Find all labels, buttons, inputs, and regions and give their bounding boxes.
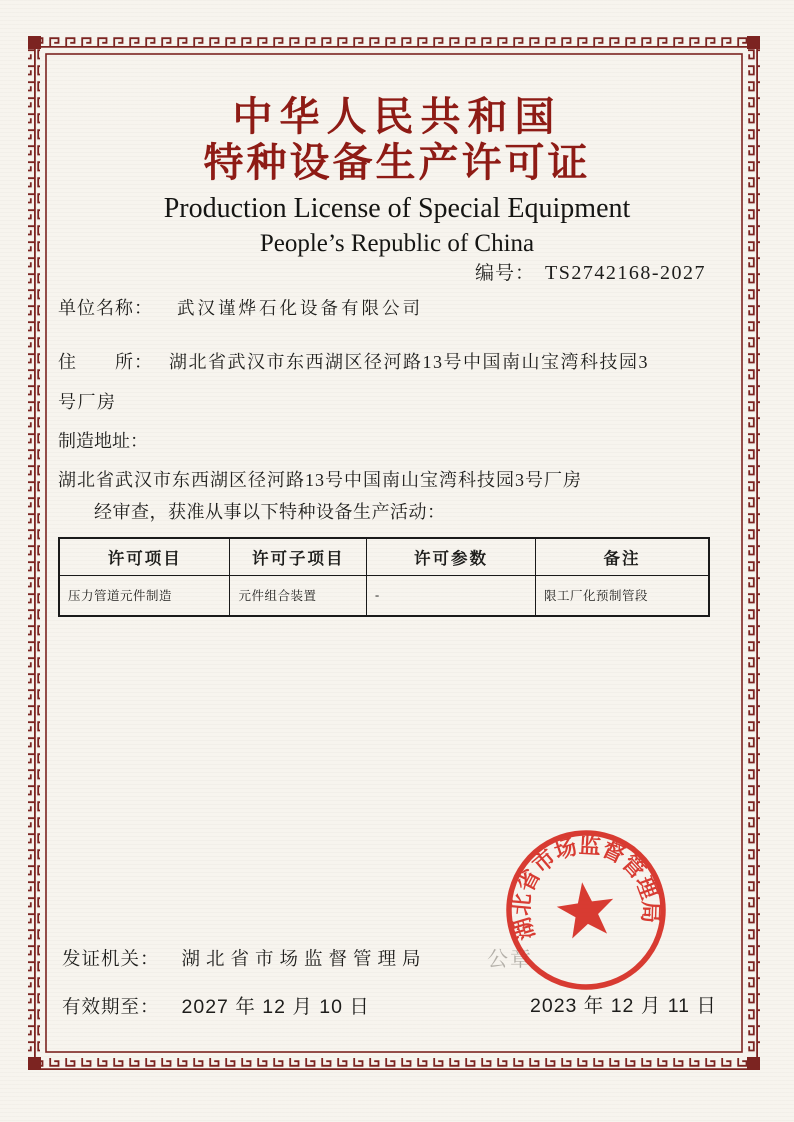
permit-table — [58, 537, 710, 617]
issuing-authority-label: 发证机关： — [62, 950, 160, 970]
residence-value-line2: 号厂房 — [58, 392, 117, 412]
company-name-value: 武汉谨烨石化设备有限公司 — [177, 298, 423, 318]
column-header-permit-item: 许可项目 — [59, 538, 230, 575]
seal-watermark-text: 公章 — [487, 947, 533, 971]
title-en-line1: Production License of Special Equipment — [163, 193, 631, 224]
issuing-authority-value: 湖北省市场监督管理局 — [181, 950, 427, 970]
manufacturing-address-label: 制造地址： — [58, 431, 148, 451]
column-header-permit-parameter: 许可参数 — [366, 538, 535, 575]
issuing-authority-row — [62, 948, 427, 972]
cell-permit-subitem: 元件组合装置 — [230, 575, 367, 616]
title-cn-line2: 特种设备生产许可证 — [203, 141, 591, 185]
cell-permit-parameter: - — [366, 575, 535, 616]
permit-table-header-row — [59, 538, 709, 575]
company-name-row — [58, 296, 423, 320]
residence-label: 住 所： — [58, 352, 153, 372]
manufacturing-address-value: 湖北省武汉市东西湖区径河路13号中国南山宝湾科技园3号厂房 — [58, 470, 582, 490]
seal-text: 湖北省市场监督管理局 — [508, 832, 664, 943]
residence-value-line1: 湖北省武汉市东西湖区径河路13号中国南山宝湾科技园3 — [169, 352, 649, 372]
official-seal-stamp — [474, 798, 698, 1022]
company-name-label: 单位名称： — [58, 298, 153, 318]
column-header-remarks: 备注 — [535, 538, 709, 575]
residence-row — [58, 350, 649, 374]
star-icon — [554, 878, 618, 940]
cell-permit-item: 压力管道元件制造 — [59, 575, 230, 616]
approval-statement: 经审查，获准从事以下特种设备生产活动： — [94, 502, 446, 522]
issue-date: 2023 年 12 月 11 日 — [530, 995, 717, 1017]
valid-until-row — [62, 995, 370, 1020]
valid-until-label: 有效期至： — [62, 998, 160, 1018]
license-number-row — [475, 258, 706, 285]
column-header-permit-subitem: 许可子项目 — [230, 538, 367, 575]
title-en-line2: People’s Republic of China — [259, 230, 535, 257]
license-number-value: TS2742168-2027 — [545, 262, 706, 284]
table-row — [59, 575, 709, 616]
license-number-label: 编号： — [474, 263, 535, 284]
valid-until-value: 2027 年 12 月 10 日 — [181, 996, 370, 1018]
title-cn-line1: 中华人民共和国 — [232, 95, 562, 139]
cell-remarks: 限工厂化预制管段 — [535, 575, 709, 616]
